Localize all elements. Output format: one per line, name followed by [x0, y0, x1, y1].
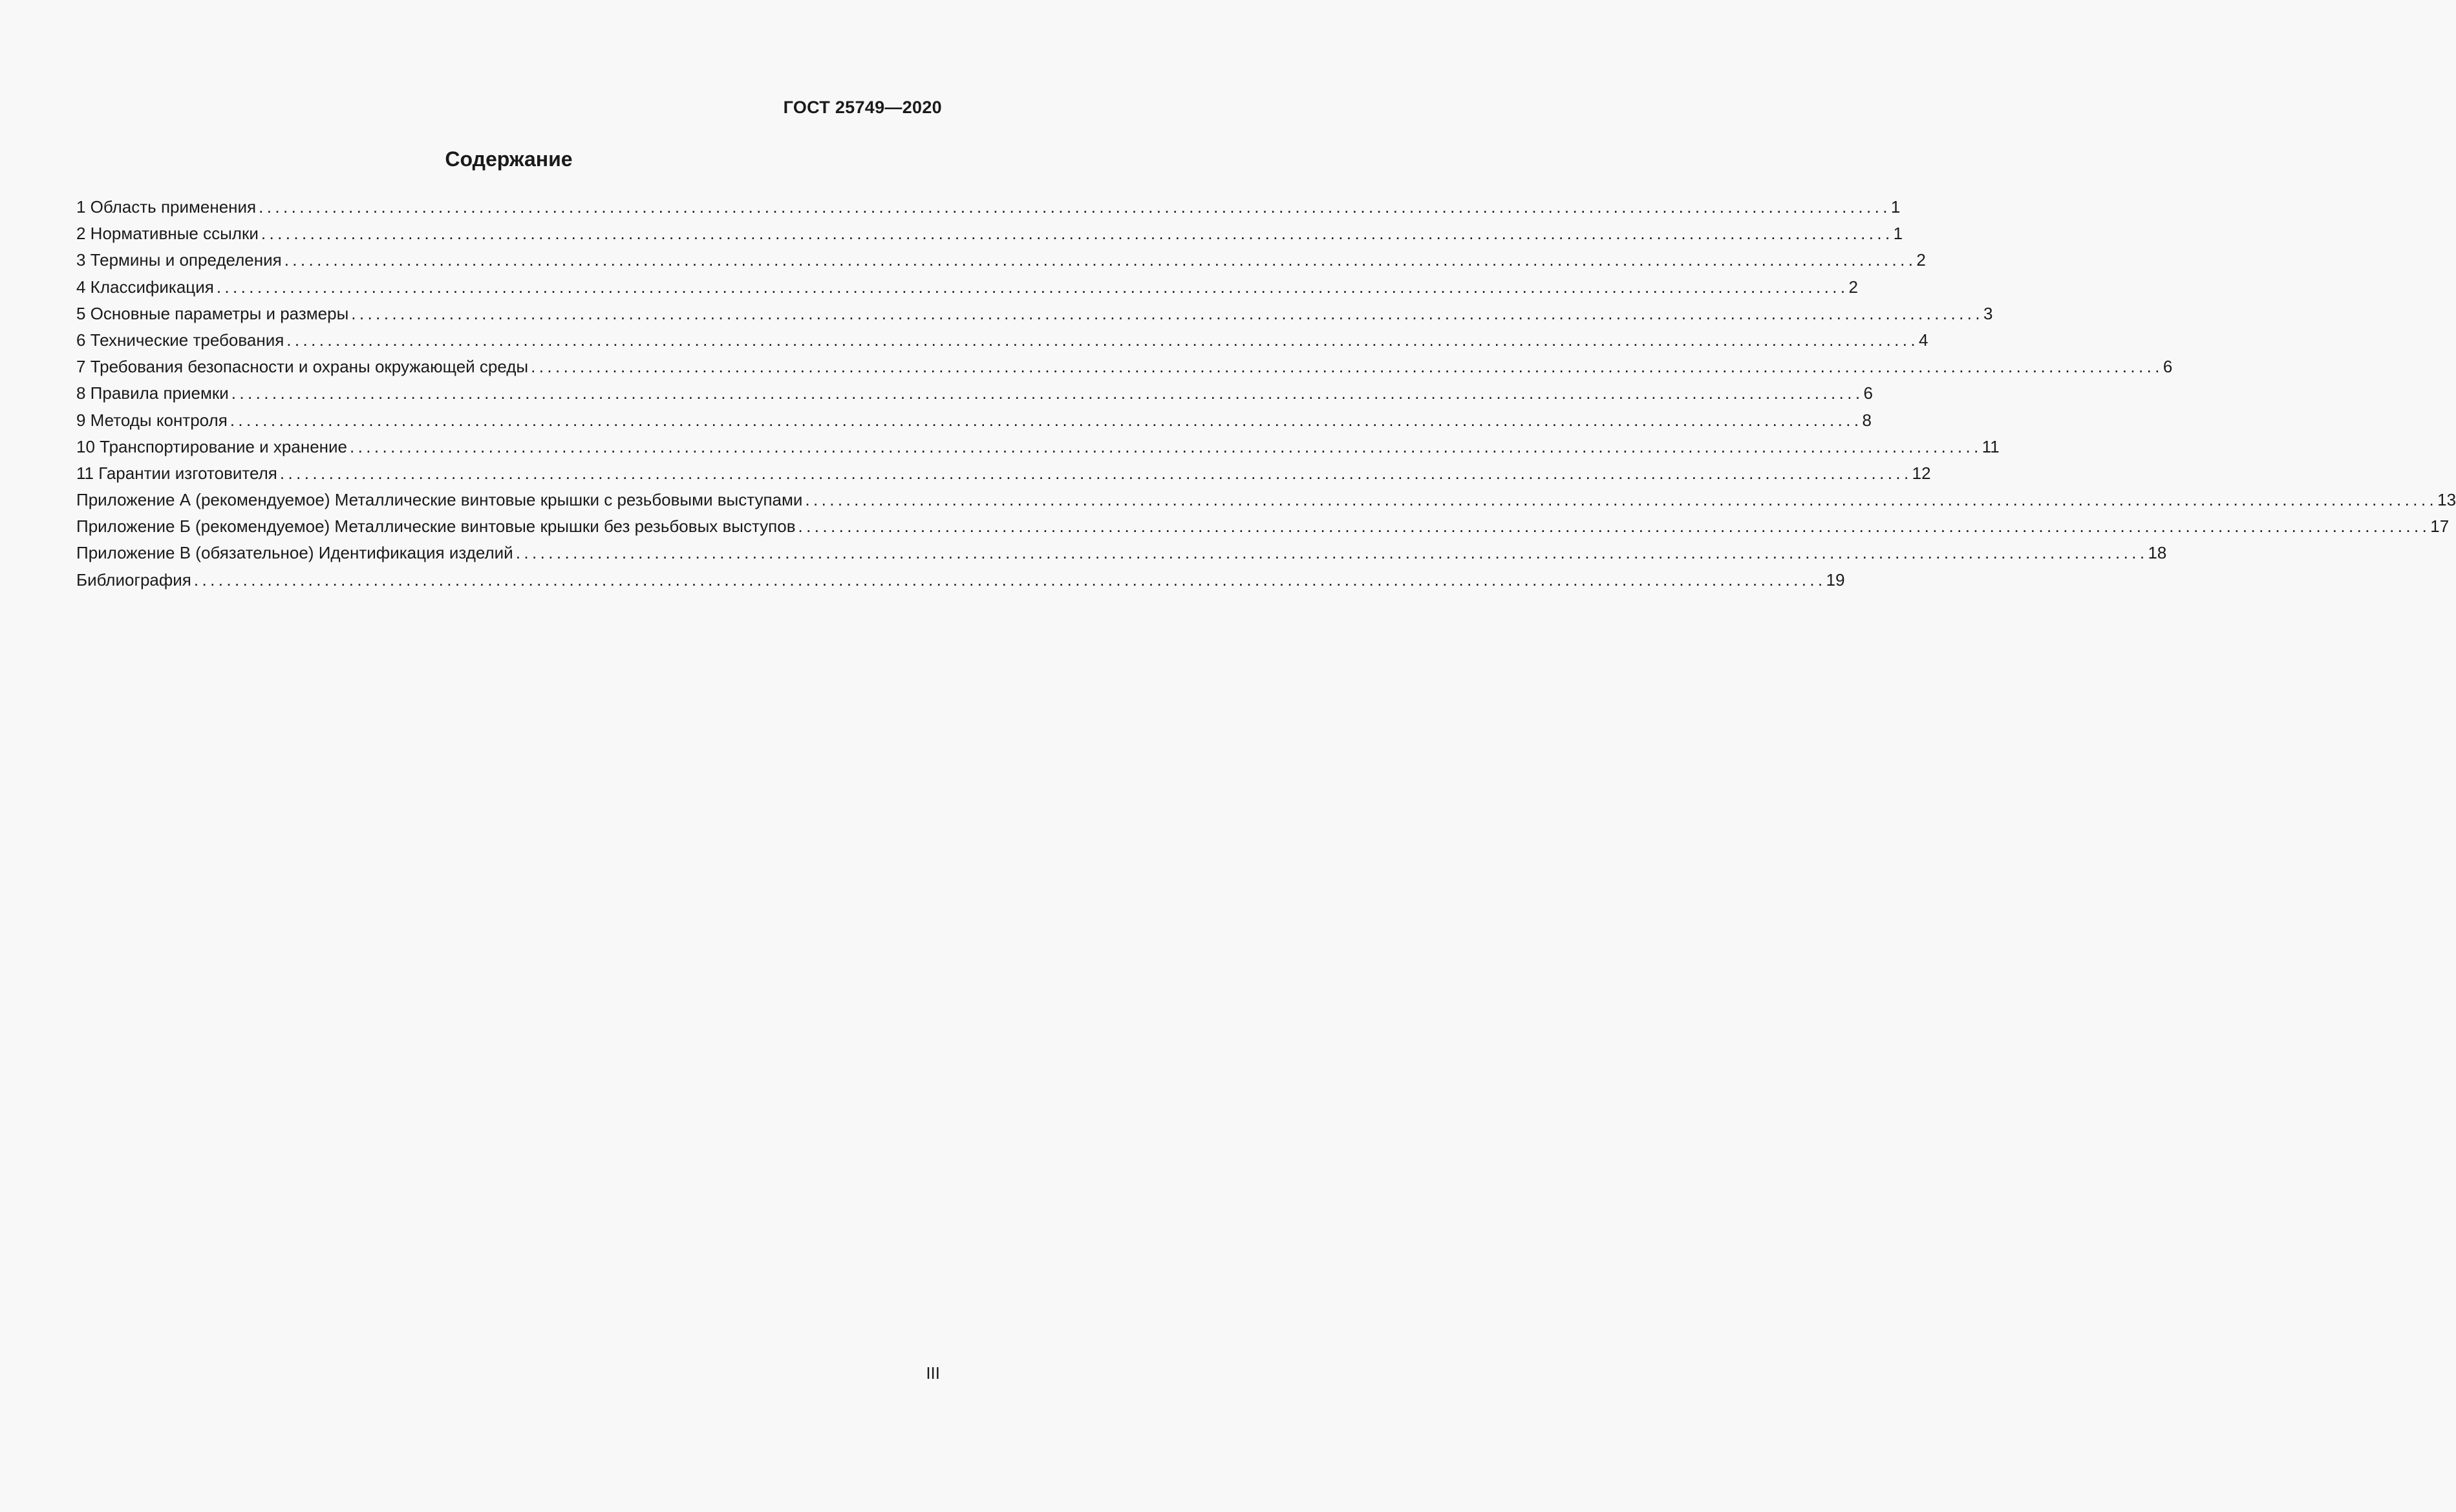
dot-leader: ........................................................................................................................................................................................................	[193, 570, 1826, 590]
dot-leader: ........................................................................................................................................................................................................	[279, 463, 1912, 483]
dot-leader: ........................................................................................................................................................................................................	[286, 330, 1919, 350]
dot-leader: ........................................................................................................................................................................................................	[216, 277, 1849, 297]
toc-entry-label: 11 Гарантии изготовителя	[76, 463, 277, 483]
dot-leader: ........................................................................................................................................................................................................	[350, 436, 1982, 456]
toc-entry-label: Библиография	[76, 570, 191, 590]
toc-entry-label: 3 Термины и определения	[76, 250, 282, 270]
toc-entry-label: 4 Классификация	[76, 277, 214, 297]
dot-leader: ........................................................................................................................................................................................................	[231, 383, 1864, 403]
dot-leader: ........................................................................................................................................................................................................	[351, 303, 1983, 323]
toc-entry-label: 7 Требования безопасности и охраны окружающей среды	[76, 357, 529, 377]
toc-entry-label: 8 Правила приемки	[76, 383, 229, 403]
toc-entry[interactable]	[76, 274, 1859, 301]
toc-entry-page: 4	[1919, 330, 1928, 350]
toc-entry-label: 2 Нормативные ссылки	[76, 224, 259, 244]
toc-entry-label: 5 Основные параметры и размеры	[76, 303, 349, 323]
dot-leader: ........................................................................................................................................................................................................	[284, 250, 1917, 270]
dot-leader: ........................................................................................................................................................................................................	[531, 357, 2163, 377]
toc-entry-label: 9 Методы контроля	[76, 410, 228, 430]
dot-leader: ........................................................................................................................................................................................................	[261, 224, 1894, 244]
dot-leader: ........................................................................................................................................................................................................	[230, 410, 1863, 430]
toc-entry-label: 6 Технические требования	[76, 330, 284, 350]
toc-entry-page: 17	[2430, 516, 2450, 537]
toc-entry[interactable]	[76, 487, 2456, 513]
toc-entry[interactable]	[76, 354, 2173, 380]
toc-entry[interactable]	[76, 247, 1926, 273]
toc-entry-page: 1	[1893, 224, 1903, 244]
toc-entry[interactable]	[76, 513, 2450, 540]
toc-entry[interactable]	[76, 460, 1931, 487]
toc-entry[interactable]	[76, 220, 1903, 247]
toc-entry[interactable]	[76, 540, 2167, 566]
toc-entry[interactable]	[76, 407, 1872, 434]
dot-leader: ........................................................................................................................................................................................................	[798, 516, 2431, 537]
toc-entry-page: 1	[1890, 197, 1901, 217]
toc-entry[interactable]	[76, 301, 1993, 327]
toc-entry-page: 11	[1981, 436, 2000, 456]
toc-entry[interactable]	[76, 434, 2000, 460]
toc-entry-label: Приложение Б (рекомендуемое) Металлические винтовые крышки без резьбовых выступов	[76, 516, 796, 537]
toc-entry-label: 1 Область применения	[76, 197, 257, 217]
toc-entry-page: 13	[2437, 490, 2456, 510]
toc-entry-page: 2	[1916, 250, 1926, 270]
dot-leader: ........................................................................................................................................................................................................	[515, 543, 2148, 563]
toc-entry-page: 18	[2148, 543, 2167, 563]
toc-entry-page: 6	[2162, 357, 2173, 377]
toc-entry[interactable]	[76, 380, 1873, 407]
toc-entry-label: 10 Транспортирование и хранение	[76, 436, 347, 456]
toc-title: Содержание	[445, 147, 573, 171]
toc-entry[interactable]	[76, 194, 1901, 220]
toc-entry[interactable]	[76, 567, 1845, 593]
toc-entry-page: 8	[1862, 410, 1872, 430]
toc-entry-page: 12	[1912, 463, 1931, 483]
toc-entry-page: 3	[1983, 303, 1993, 323]
toc-entry-page: 19	[1826, 570, 1845, 590]
dot-leader: ........................................................................................................................................................................................................	[805, 490, 2438, 510]
toc-entry-page: 2	[1848, 277, 1859, 297]
toc-entry-label: Приложение А (рекомендуемое) Металлические винтовые крышки с резьбовыми выступами	[76, 490, 803, 510]
table-of-contents	[76, 194, 2456, 593]
toc-entry-label: Приложение В (обязательное) Идентификация изделий	[76, 543, 513, 563]
document-code: ГОСТ 25749—2020	[783, 98, 942, 117]
page-number: III	[926, 1363, 940, 1383]
toc-entry-page: 6	[1863, 383, 1873, 403]
toc-entry[interactable]	[76, 327, 1928, 354]
dot-leader: ........................................................................................................................................................................................................	[259, 197, 1891, 217]
